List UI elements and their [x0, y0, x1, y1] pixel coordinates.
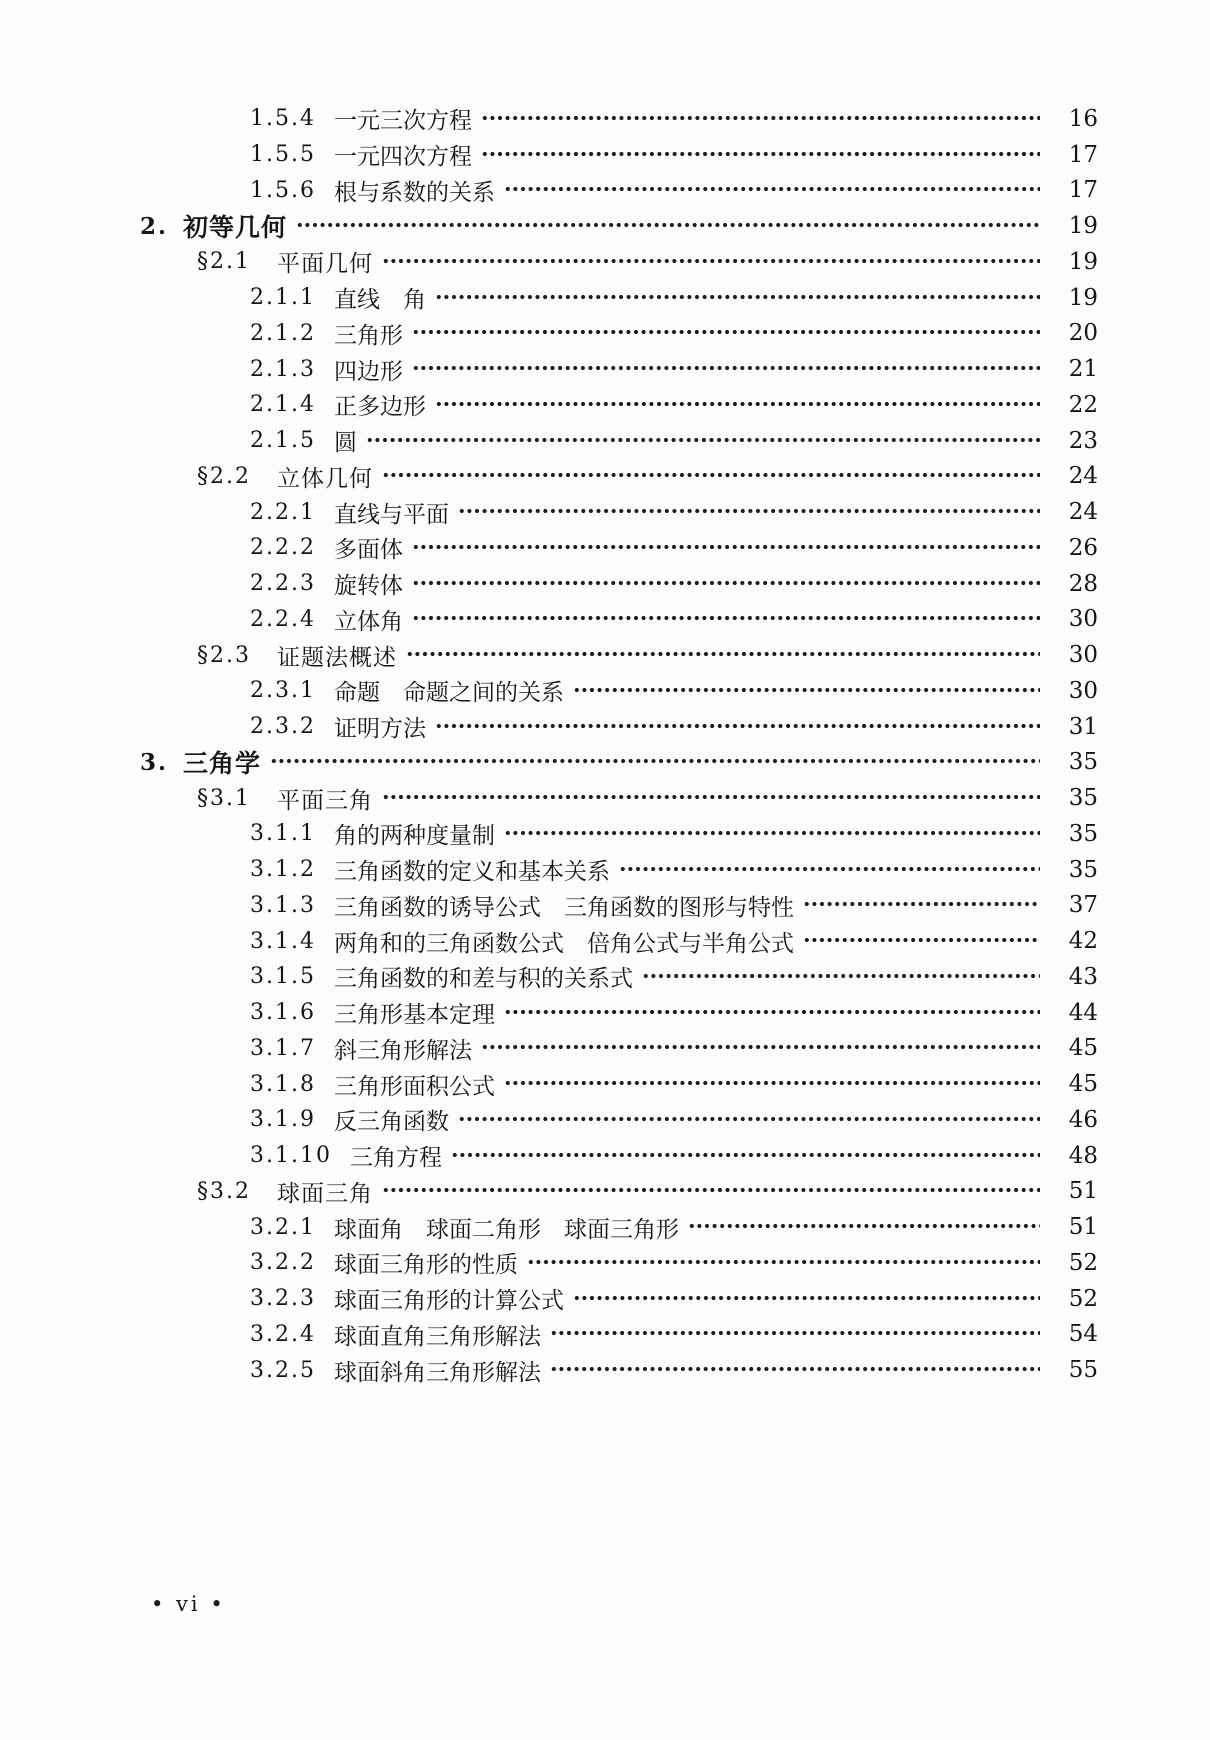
- toc-entry-page: 22: [1068, 391, 1098, 418]
- toc-entry-number: 3.2.1: [250, 1214, 316, 1240]
- dot-leader: [458, 494, 1040, 530]
- toc-entry: [0, 316, 1098, 352]
- dot-leader: [270, 745, 1040, 781]
- dot-leader: [412, 602, 1040, 638]
- dot-leader: [803, 923, 1040, 959]
- toc-entry: [0, 530, 1098, 566]
- toc-entry-title: 多面体: [333, 536, 403, 563]
- toc-entry-number: 3.1.7: [250, 1035, 316, 1061]
- toc-entry-title: 三角函数的和差与积的关系式: [333, 965, 633, 992]
- toc-entry-number: 2.3.1: [250, 678, 316, 704]
- dot-leader: [504, 173, 1040, 209]
- toc-entry-title: 四边形: [333, 357, 403, 384]
- dot-leader: [435, 387, 1040, 423]
- toc-entry-number: 2.1.4: [250, 392, 316, 418]
- toc-entry: [0, 173, 1098, 209]
- toc-entry: [0, 923, 1098, 959]
- toc-entry: [0, 387, 1098, 423]
- toc-entry-page: 46: [1068, 1106, 1098, 1133]
- toc-entry-title: 旋转体: [333, 572, 403, 599]
- toc-entry-page: 24: [1068, 499, 1098, 526]
- toc-entry-number: §3.1: [197, 785, 251, 811]
- toc-entry-page: 52: [1068, 1285, 1098, 1312]
- toc-entry: [0, 637, 1098, 673]
- toc-entry-title: 三角形面积公式: [333, 1072, 495, 1099]
- toc-entry-page: 19: [1068, 284, 1098, 311]
- toc-entry-page: 28: [1068, 570, 1098, 597]
- toc-entry: [0, 280, 1098, 316]
- toc-entry-number: 3.: [140, 748, 169, 776]
- toc-entry-title: 角的两种度量制: [333, 822, 495, 849]
- toc-entry-title: 三角形基本定理: [333, 1001, 495, 1028]
- toc-entry-page: 54: [1068, 1321, 1098, 1348]
- toc-entry: [0, 1102, 1098, 1138]
- toc-entry-page: 45: [1068, 1035, 1098, 1062]
- dot-leader: [435, 709, 1040, 745]
- toc-entry: [0, 1066, 1098, 1102]
- dot-leader: [550, 1317, 1040, 1353]
- dot-leader: [382, 780, 1040, 816]
- toc-entry-title: 一元四次方程: [333, 143, 472, 170]
- dot-leader: [412, 530, 1040, 566]
- dot-leader: [382, 1174, 1040, 1210]
- toc-entry-number: 2.1.1: [250, 285, 316, 311]
- toc-entry: [0, 494, 1098, 530]
- toc-entry-page: 44: [1068, 999, 1098, 1026]
- toc-entry-page: 35: [1068, 749, 1098, 776]
- toc-entry: [0, 959, 1098, 995]
- toc-entry: [0, 745, 1098, 781]
- toc-entry-number: §3.2: [197, 1178, 251, 1204]
- toc-entry: [0, 1245, 1098, 1281]
- toc-entry: [0, 602, 1098, 638]
- toc-entry-number: 3.1.3: [250, 892, 316, 918]
- dot-leader: [527, 1245, 1040, 1281]
- toc-entry-title: 球面角 球面二角形 球面三角形: [333, 1215, 679, 1242]
- toc-entry-title: 球面三角形的计算公式: [333, 1287, 564, 1314]
- toc-entry-page: 21: [1068, 356, 1098, 383]
- dot-leader: [435, 280, 1040, 316]
- toc-entry-title: 两角和的三角函数公式 倍角公式与半角公式: [333, 929, 794, 956]
- toc-entry-page: 55: [1068, 1357, 1098, 1384]
- toc-list: [0, 101, 1098, 1388]
- toc-entry: [0, 816, 1098, 852]
- toc-entry-number: 3.2.2: [250, 1250, 316, 1276]
- toc-entry: [0, 1138, 1098, 1174]
- dot-leader: [642, 959, 1040, 995]
- toc-entry-number: 2.2.3: [250, 571, 316, 597]
- dot-leader: [458, 1102, 1040, 1138]
- toc-entry-title: 证题法概述: [277, 643, 397, 670]
- toc-entry-number: 3.1.10: [250, 1143, 332, 1169]
- dot-leader: [412, 566, 1040, 602]
- toc-entry-title: 平面几何: [277, 250, 373, 277]
- toc-entry-title: 三角函数的诱导公式 三角函数的图形与特性: [333, 893, 794, 920]
- toc-entry-number: 3.2.4: [250, 1321, 316, 1347]
- toc-entry-title: 立体角: [333, 607, 403, 634]
- toc-entry: [0, 351, 1098, 387]
- dot-leader: [573, 1281, 1040, 1317]
- toc-entry: [0, 208, 1098, 244]
- toc-entry-title: 球面三角形的性质: [333, 1251, 518, 1278]
- toc-entry-title: 证明方法: [333, 715, 426, 742]
- dot-leader: [803, 888, 1040, 924]
- toc-entry-page: 35: [1068, 820, 1098, 847]
- dot-leader: [688, 1209, 1040, 1245]
- toc-entry-number: 3.1.4: [250, 928, 316, 954]
- toc-entry-page: 51: [1068, 1214, 1098, 1241]
- toc-entry-title: 球面斜角三角形解法: [333, 1358, 541, 1385]
- toc-entry: [0, 423, 1098, 459]
- toc-entry-title: 初等几何: [183, 214, 288, 243]
- toc-entry-number: §2.2: [197, 463, 251, 489]
- toc-entry-page: 20: [1068, 320, 1098, 347]
- toc-entry-number: 3.1.9: [250, 1107, 316, 1133]
- dot-leader: [573, 673, 1040, 709]
- toc-entry-title: 反三角函数: [333, 1108, 449, 1135]
- toc-entry-number: 3.1.1: [250, 821, 316, 847]
- toc-entry-page: 19: [1068, 213, 1098, 240]
- dot-leader: [382, 244, 1040, 280]
- dot-leader: [481, 101, 1040, 137]
- toc-entry: [0, 709, 1098, 745]
- toc-entry-number: 3.1.5: [250, 964, 316, 990]
- toc-entry-page: 23: [1068, 427, 1098, 454]
- toc-entry: [0, 101, 1098, 137]
- toc-entry-page: 16: [1068, 105, 1098, 132]
- toc-entry-number: 2.3.2: [250, 714, 316, 740]
- toc-entry-number: 2.2.2: [250, 535, 316, 561]
- toc-entry: [0, 459, 1098, 495]
- toc-entry-page: 30: [1068, 677, 1098, 704]
- toc-entry: [0, 888, 1098, 924]
- dot-leader: [382, 459, 1040, 495]
- toc-entry-page: 30: [1068, 606, 1098, 633]
- dot-leader: [366, 423, 1040, 459]
- toc-entry-number: 3.1.6: [250, 1000, 316, 1026]
- toc-entry: [0, 1209, 1098, 1245]
- toc-entry-number: 3.2.3: [250, 1286, 316, 1312]
- toc-entry-number: 3.2.5: [250, 1357, 316, 1383]
- dot-leader: [550, 1352, 1040, 1388]
- toc-entry-page: 30: [1068, 642, 1098, 669]
- toc-entry: [0, 1174, 1098, 1210]
- toc-entry-page: 45: [1068, 1071, 1098, 1098]
- toc-entry: [0, 1031, 1098, 1067]
- toc-entry-page: 17: [1068, 141, 1098, 168]
- toc-entry: [0, 995, 1098, 1031]
- toc-entry-title: 一元三次方程: [333, 107, 472, 134]
- toc-entry-title: 圆: [333, 429, 357, 456]
- toc-entry: [0, 1317, 1098, 1353]
- toc-entry-page: 52: [1068, 1249, 1098, 1276]
- toc-entry-number: §2.1: [197, 249, 251, 275]
- toc-entry-title: 球面直角三角形解法: [333, 1322, 541, 1349]
- toc-entry: [0, 852, 1098, 888]
- toc-entry-page: 26: [1068, 534, 1098, 561]
- dot-leader: [451, 1138, 1040, 1174]
- toc-entry: [0, 673, 1098, 709]
- toc-entry-title: 正多边形: [333, 393, 426, 420]
- dot-leader: [481, 137, 1040, 173]
- toc-entry: [0, 780, 1098, 816]
- toc-entry: [0, 244, 1098, 280]
- toc-entry-title: 三角学: [183, 750, 262, 779]
- dot-leader: [412, 316, 1040, 352]
- toc-entry-title: 三角方程: [349, 1144, 442, 1171]
- toc-entry-number: 1.5.4: [250, 106, 316, 132]
- toc-entry-number: 3.1.2: [250, 857, 316, 883]
- toc-entry-page: 35: [1068, 856, 1098, 883]
- toc-entry-number: 2.: [140, 212, 169, 240]
- toc-entry: [0, 137, 1098, 173]
- toc-entry-title: 三角函数的定义和基本关系: [333, 858, 610, 885]
- toc-entry-title: 三角形: [333, 321, 403, 348]
- toc-entry-number: 2.2.1: [250, 499, 316, 525]
- toc-entry-number: 2.2.4: [250, 606, 316, 632]
- toc-entry-page: 37: [1068, 892, 1098, 919]
- toc-entry-page: 31: [1068, 713, 1098, 740]
- toc-entry-page: 43: [1068, 963, 1098, 990]
- toc-entry-page: 24: [1068, 463, 1098, 490]
- toc-entry-title: 球面三角: [277, 1179, 373, 1206]
- toc-entry-number: 2.1.3: [250, 356, 316, 382]
- toc-entry: [0, 566, 1098, 602]
- dot-leader: [504, 816, 1040, 852]
- dot-leader: [481, 1031, 1040, 1067]
- toc-entry-title: 直线 角: [333, 286, 426, 313]
- toc-entry-number: 2.1.2: [250, 320, 316, 346]
- toc-entry-page: 51: [1068, 1178, 1098, 1205]
- dot-leader: [406, 637, 1040, 673]
- toc-entry-number: 1.5.5: [250, 142, 316, 168]
- dot-leader: [504, 1066, 1040, 1102]
- toc-entry-title: 立体几何: [277, 464, 373, 491]
- toc-entry-number: 3.1.8: [250, 1071, 316, 1097]
- toc-entry: [0, 1281, 1098, 1317]
- toc-entry-title: 根与系数的关系: [333, 178, 495, 205]
- toc-entry-page: 48: [1068, 1142, 1098, 1169]
- toc-entry-title: 直线与平面: [333, 500, 449, 527]
- dot-leader: [412, 351, 1040, 387]
- toc-entry-page: 42: [1068, 928, 1098, 955]
- toc-entry: [0, 1352, 1098, 1388]
- toc-entry-page: 19: [1068, 248, 1098, 275]
- dot-leader: [619, 852, 1040, 888]
- toc-entry-page: 17: [1068, 177, 1098, 204]
- dot-leader: [504, 995, 1040, 1031]
- toc-entry-number: 2.1.5: [250, 428, 316, 454]
- toc-entry-title: 命题 命题之间的关系: [333, 679, 564, 706]
- toc-entry-title: 斜三角形解法: [333, 1036, 472, 1063]
- toc-entry-number: §2.3: [197, 642, 251, 668]
- toc-entry-page: 35: [1068, 785, 1098, 812]
- dot-leader: [296, 208, 1040, 244]
- page-number-footer: • vi •: [151, 1592, 226, 1616]
- toc-entry-title: 平面三角: [277, 786, 373, 813]
- toc-entry-number: 1.5.6: [250, 177, 316, 203]
